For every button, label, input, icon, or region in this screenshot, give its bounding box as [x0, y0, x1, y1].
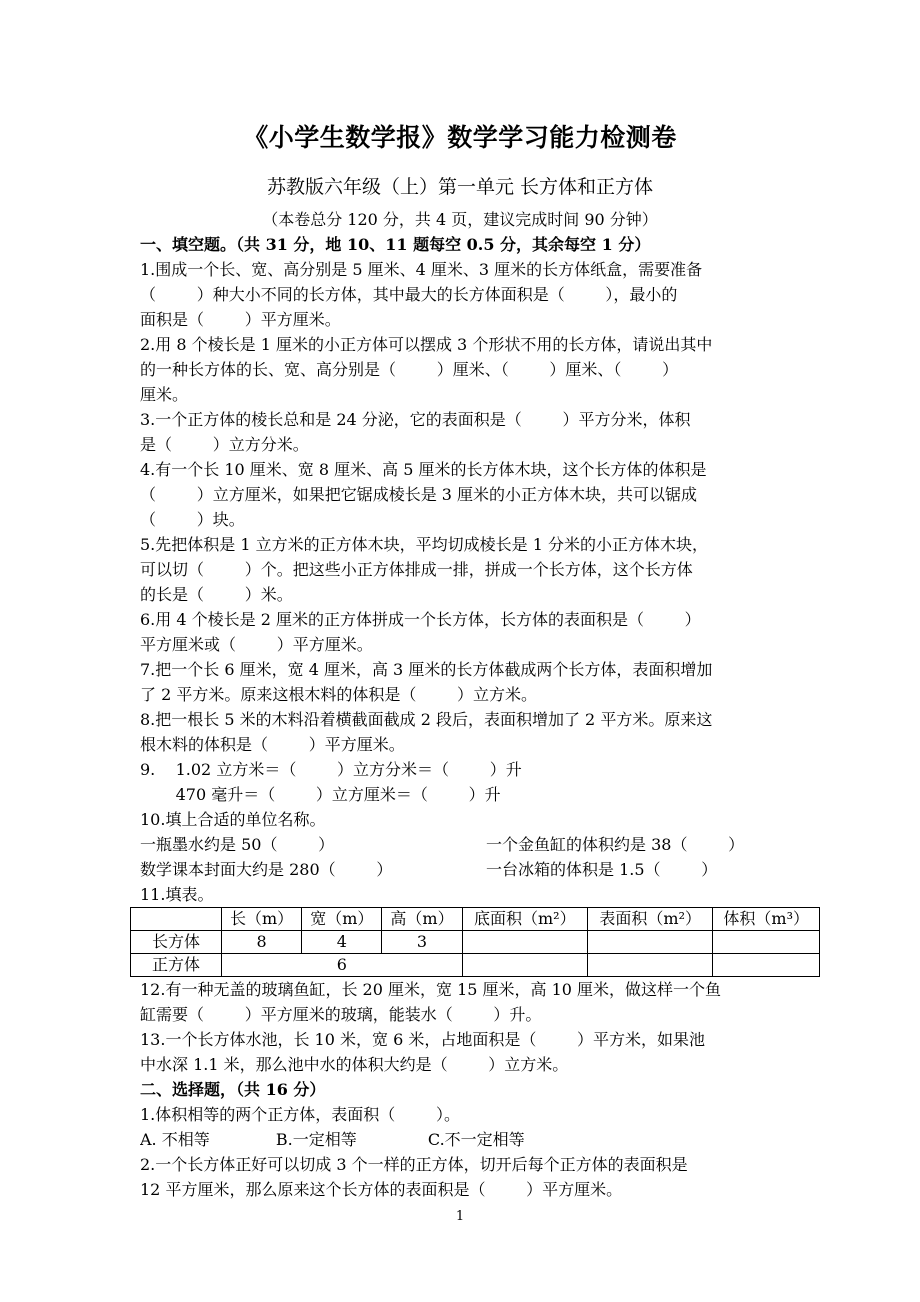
- question-line: 2.一个长方体正好可以切成 3 个一样的正方体，切开后每个正方体的表面积是: [140, 1155, 688, 1174]
- table-cell-blank: [713, 931, 820, 954]
- question-line: 12 平方厘米，那么原来这个长方体的表面积是（ ）平方厘米。: [140, 1180, 623, 1199]
- table-cell-blank: [713, 954, 820, 977]
- question-line: 12.有一种无盖的玻璃鱼缸，长 20 厘米，宽 15 厘米，高 10 厘米，做这样一个鱼: [140, 980, 722, 999]
- question-line: 6.用 4 个棱长是 2 厘米的正方体拼成一个长方体，长方体的表面积是（ ）: [140, 610, 701, 629]
- fill-in-questions: [140, 257, 790, 832]
- table-header-cell: 底面积（m²）: [462, 908, 587, 931]
- unit-fill-rows: [140, 832, 790, 882]
- table-row-label: 正方体: [131, 954, 222, 977]
- question-line: 根木料的体积是（ ）平方厘米。: [140, 735, 405, 754]
- unit-item: 一瓶墨水约是 50（ ）: [140, 835, 335, 854]
- table-cell-blank: [588, 931, 713, 954]
- page-title: 《小学生数学报》数学学习能力检测卷: [243, 123, 677, 152]
- question-line: 厘米。: [140, 385, 189, 404]
- unit-item: 数学课本封面大约是 280（ ）: [140, 860, 393, 879]
- table-header-cell: 高（m）: [382, 908, 462, 931]
- question-line: 1.体积相等的两个正方体，表面积（ ）。: [140, 1105, 460, 1124]
- question-line: 面积是（ ）平方厘米。: [140, 310, 341, 329]
- question-line: 缸需要（ ）平方厘米的玻璃，能装水（ ）升。: [140, 1005, 542, 1024]
- unit-item: 一台冰箱的体积是 1.5（ ）: [486, 860, 718, 879]
- unit-row: [140, 857, 790, 882]
- question-line: 是（ ）立方分米。: [140, 435, 309, 454]
- table-cell-blank: [588, 954, 713, 977]
- question-line: （ ）立方厘米，如果把它锯成棱长是 3 厘米的小正方体木块，共可以锯成: [140, 485, 698, 504]
- table-cell: 6: [222, 954, 463, 977]
- question-line: 4.有一个长 10 厘米、宽 8 厘米、高 5 厘米的长方体木块，这个长方体的体积是: [140, 460, 707, 479]
- question-line: 2.用 8 个棱长是 1 厘米的小正方体可以摆成 3 个形状不用的长方体，请说出其中: [140, 335, 713, 354]
- question-line: 470 毫升＝（ ）立方厘米＝（ ）升: [140, 785, 501, 804]
- table-row: [131, 931, 820, 954]
- table-cell: 3: [382, 931, 462, 954]
- question-line: 可以切（ ）个。把这些小正方体排成一排，拼成一个长方体，这个长方体: [140, 560, 693, 579]
- question-line: 11.填表。: [140, 885, 214, 904]
- question-line: （ ）种大小不同的长方体，其中最大的长方体面积是（ ），最小的: [140, 285, 678, 304]
- section-heading-choice: 二、选择题，（共 16 分）: [140, 1080, 326, 1099]
- table-header-cell: 宽（m）: [302, 908, 382, 931]
- table-header-cell: 体积（m³）: [713, 908, 820, 931]
- table-cell-blank: [462, 954, 587, 977]
- table-cell: 8: [222, 931, 302, 954]
- question-line: 了 2 平方米。原来这根木料的体积是（ ）立方米。: [140, 685, 538, 704]
- question-line: 10.填上合适的单位名称。: [140, 810, 326, 829]
- page-number: 1: [455, 1209, 465, 1224]
- question-line: 的长是（ ）米。: [140, 585, 293, 604]
- table-header-cell: 长（m）: [222, 908, 302, 931]
- question-line: 平方厘米或（ ）平方厘米。: [140, 635, 373, 654]
- question-line: 的一种长方体的长、宽、高分别是（ ）厘米、（ ）厘米、（ ）: [140, 360, 679, 379]
- exam-content: [140, 232, 809, 1202]
- page-subtitle: 苏教版六年级（上）第一单元 长方体和正方体: [266, 176, 654, 198]
- fill-in-questions-continued: [140, 977, 790, 1077]
- exam-note: （本卷总分 120 分，共 4 页，建议完成时间 90 分钟）: [262, 210, 658, 229]
- section-heading-fill-in: 一、填空题。（共 31 分，地 10、11 题每空 0.5 分，其余每空 1 分）: [140, 235, 651, 254]
- table-cell: 4: [302, 931, 382, 954]
- question-line: 9. 1.02 立方米＝（ ）立方分米＝（ ）升: [140, 760, 522, 779]
- table-row-label: 长方体: [131, 931, 222, 954]
- question-line: （ ）块。: [140, 510, 245, 529]
- table-header-cell: 表面积（m²）: [588, 908, 713, 931]
- question-line: 5.先把体积是 1 立方米的正方体木块，平均切成棱长是 1 分米的小正方体木块，: [140, 535, 708, 554]
- question-line: 13.一个长方体水池，长 10 米，宽 6 米，占地面积是（ ）平方米，如果池: [140, 1030, 706, 1049]
- unit-item: 一个金鱼缸的体积约是 38（ ）: [486, 835, 745, 854]
- question-line: 8.把一根长 5 米的木料沿着横截面截成 2 段后，表面积增加了 2 平方米。原来这: [140, 710, 713, 729]
- table-row: [131, 954, 820, 977]
- question-line: 7.把一个长 6 厘米，宽 4 厘米，高 3 厘米的长方体截成两个长方体，表面积增加: [140, 660, 713, 679]
- choice-questions: [140, 1102, 790, 1202]
- question-line: 中水深 1.1 米，那么池中水的体积大约是（ ）立方米。: [140, 1055, 569, 1074]
- question-line: 3.一个正方体的棱长总和是 24 分泌，它的表面积是（ ）平方分米，体积: [140, 410, 691, 429]
- answer-options: A. 不相等 B.一定相等 C.不一定相等: [140, 1130, 525, 1149]
- table-cell-blank: [462, 931, 587, 954]
- table-header-cell: [131, 908, 222, 931]
- question-line: 1.围成一个长、宽、高分别是 5 厘米、4 厘米、3 厘米的长方体纸盒，需要准备: [140, 260, 703, 279]
- fill-table: [130, 907, 820, 977]
- table-header-row: [131, 908, 820, 931]
- unit-row: [140, 832, 790, 857]
